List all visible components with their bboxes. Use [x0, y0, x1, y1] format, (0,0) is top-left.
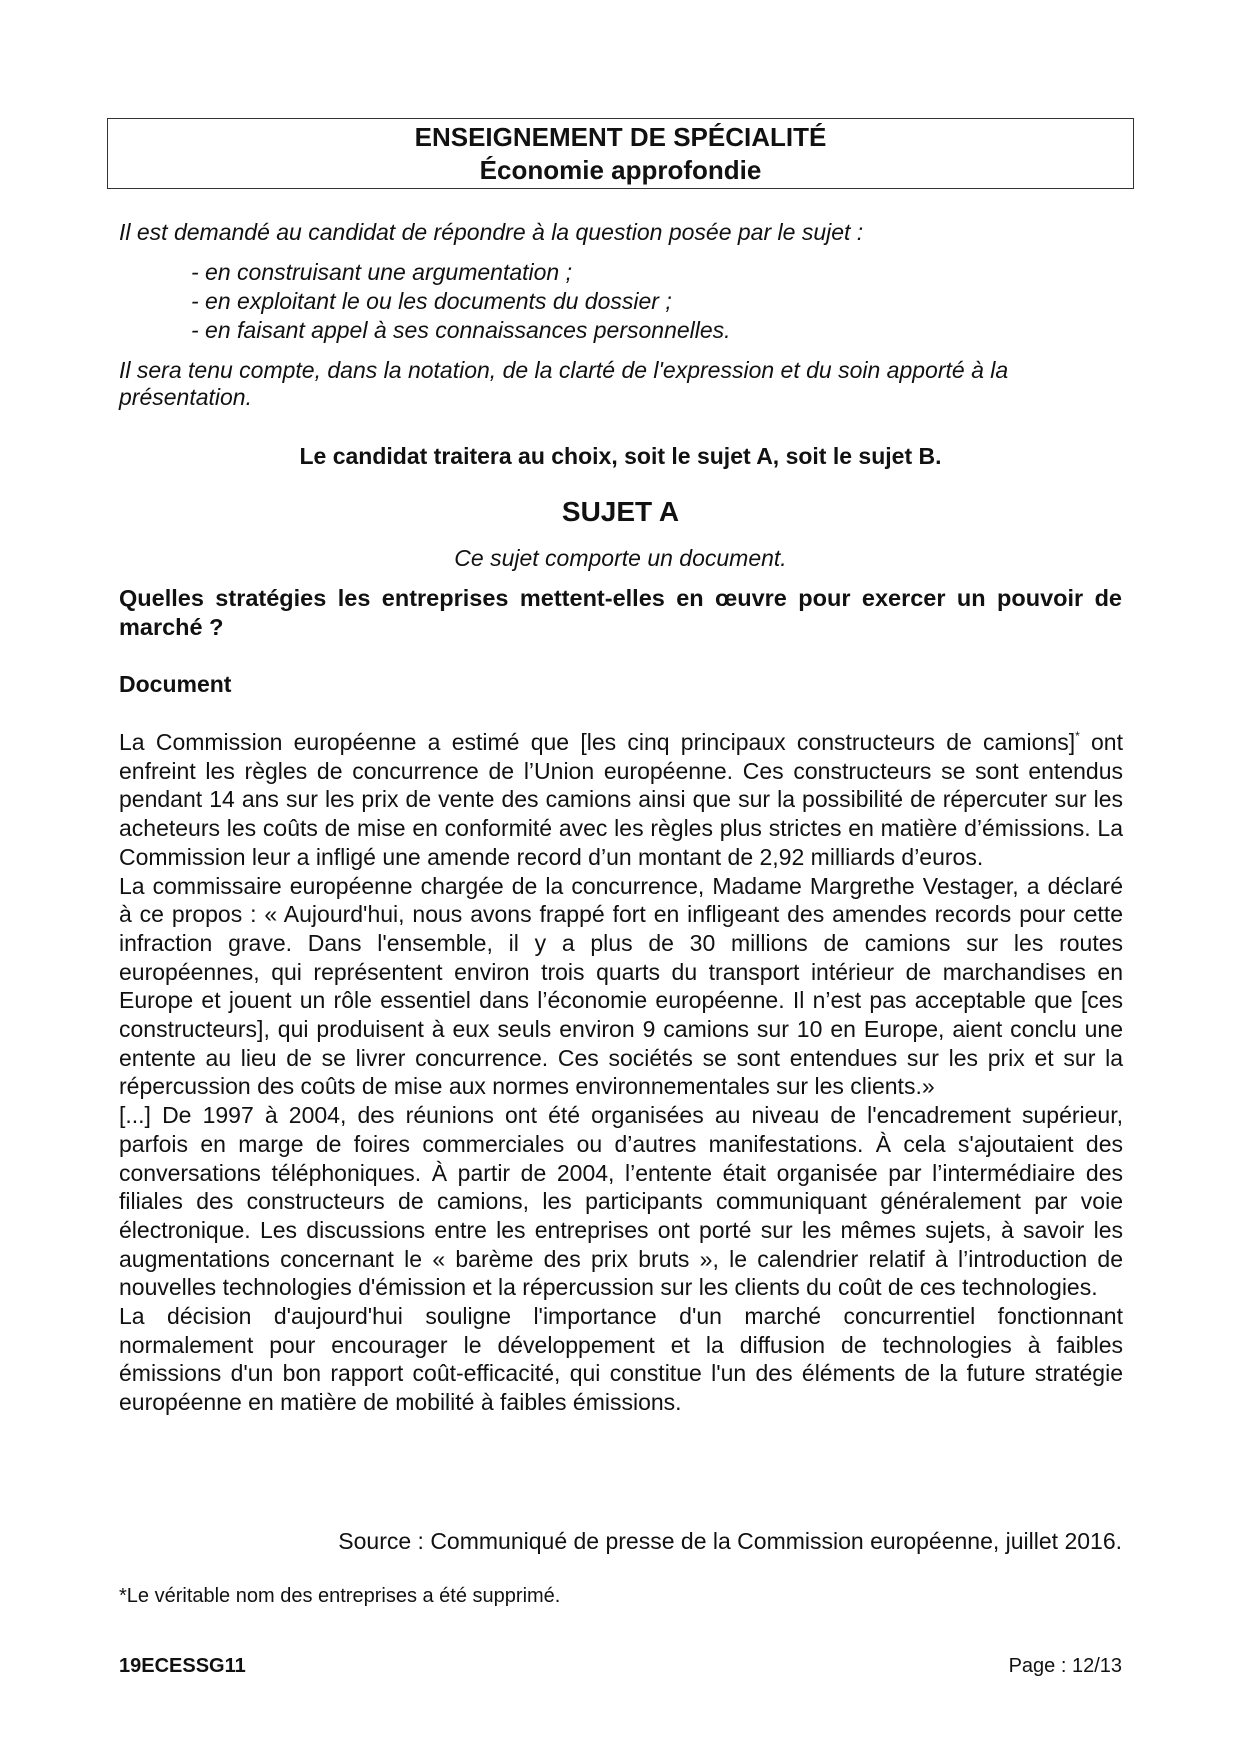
sujet-subtitle: Ce sujet comporte un document. — [454, 545, 787, 571]
notation-note: Il sera tenu compte, dans la notation, de la clarté de l'expression et du soin apporté à la présentation. — [119, 357, 1009, 410]
document-heading: Document — [119, 671, 232, 697]
footer-page-number: Page : 12/13 — [1008, 1655, 1122, 1677]
instruction-item: - en faisant appel à ses connaissances personnelles. — [191, 317, 731, 343]
footnote: *Le véritable nom des entreprises a été supprimé. — [119, 1585, 561, 1607]
title-line-1: ENSEIGNEMENT DE SPÉCIALITÉ — [414, 122, 827, 152]
instructions-list — [191, 258, 1111, 345]
document-paragraph-2: La commissaire européenne chargée de la concurrence, Madame Margrethe Vestager, a déclaré à ce propos : « Aujourd'hui, nous avons frappé fort en infligeant des amendes records pour cette infraction grave. Dans l'ensemble, il y a plus de 30 millions de camions sur les routes européennes, qui représentent environ trois quarts du transport intérieur de marchandises en Europe et jouent un rôle essentiel dans l’économie européenne. Il n’est pas acceptable que [ces constructeurs], qui produisent à eux seuls environ 9 camions sur 10 en Europe, aient conclu une entente au lieu de se livrer concurrence. Ces sociétés se sont entendues sur les prix et sur la répercussion des coûts de mise aux normes environnementales sur les clients.» — [119, 872, 1123, 1100]
choice-instruction: Le candidat traitera au choix, soit le sujet A, soit le sujet B. — [299, 443, 942, 469]
instruction-item: - en exploitant le ou les documents du dossier ; — [191, 288, 672, 314]
document-paragraph-1 — [119, 728, 1123, 872]
title-line-2: Économie approfondie — [479, 155, 762, 185]
footnote-marker: * — [1075, 729, 1080, 743]
document-paragraph-3: [...] De 1997 à 2004, des réunions ont été organisées au niveau de l'encadrement supérieur, parfois en marge de foires commerciales ou d’autres manifestations. À cela s'ajoutaient des conversations téléphoniques. À partir de 2004, l’entente était organisée par l’intermédiaire des filiales des constructeurs de camions, les participants communiquant généralement par voie électronique. Les discussions entre les entreprises ont porté sur les mêmes sujets, à savoir les augmentations concernant le « barème des prix bruts », le calendrier relatif à l’introduction de nouvelles technologies d'émission et la répercussion sur les clients du coût de ces technologies. — [119, 1102, 1123, 1301]
footer-code: 19ECESSG11 — [119, 1655, 246, 1677]
paragraph-1-rest: ont enfreint les règles de concurrence de l’Union européenne. Ces constructeurs se sont entendus pendant 14 ans sur les prix de vente des camions ainsi que sur la possibilité de répercuter sur les acheteurs les coûts de mise en conformité avec les règles plus strictes en matière d’émissions. La Commission leur a infligé une amende record d’un montant de 2,92 milliards d’euros. — [119, 729, 1123, 870]
sujet-title: SUJET A — [561, 496, 680, 527]
sujet-question: Quelles stratégies les entreprises mettent-elles en œuvre pour exercer un pouvoir de marché ? — [119, 585, 1122, 640]
document-body — [119, 728, 1123, 1417]
document-paragraph-4: La décision d'aujourd'hui souligne l'importance d'un marché concurrentiel fonctionnant normalement pour encourager le développement et la diffusion de technologies à faibles émissions d'un bon rapport coût-efficacité, qui constitue l'un des éléments de la future stratégie européenne en matière de mobilité à faibles émissions. — [119, 1303, 1123, 1416]
instructions-intro: Il est demandé au candidat de répondre à la question posée par le sujet : — [119, 219, 864, 245]
instruction-item: - en construisant une argumentation ; — [191, 259, 573, 285]
document-source: Source : Communiqué de presse de la Commission européenne, juillet 2016. — [338, 1528, 1122, 1554]
title-box — [107, 118, 1134, 189]
paragraph-1-start: La Commission européenne a estimé que [les cinq principaux constructeurs de camions] — [119, 729, 1076, 755]
